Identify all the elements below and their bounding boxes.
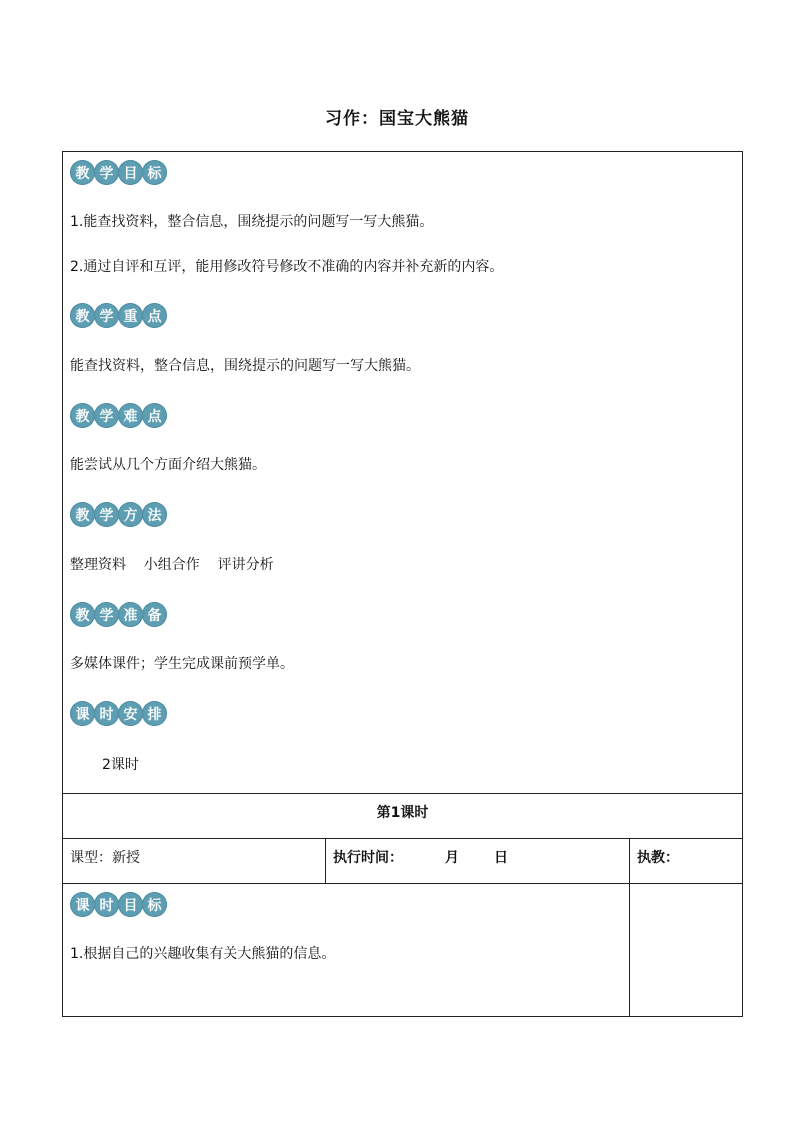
goal-item: 2.通过自评和互评，能用修改符号修改不准确的内容并补充新的内容。 bbox=[70, 259, 504, 275]
table-divider bbox=[62, 883, 743, 884]
table-divider bbox=[325, 838, 326, 883]
schedule-text: 2课时 bbox=[102, 757, 139, 773]
method-text: 整理资料 小组合作 评讲分析 bbox=[70, 557, 274, 573]
lesson-heading: 第1课时 bbox=[376, 805, 429, 821]
difficulty-text: 能尝试从几个方面介绍大熊猫。 bbox=[70, 457, 266, 473]
goal-item: 1.能查找资料，整合信息，围绕提示的问题写一写大熊猫。 bbox=[70, 214, 434, 230]
section-badge-schedule: 课 时 安 排 bbox=[70, 701, 166, 727]
section-badge-method: 教 学 方 法 bbox=[70, 502, 166, 528]
execution-time-label: 执行时间： bbox=[333, 850, 403, 866]
key-point-text: 能查找资料，整合信息，围绕提示的问题写一写大熊猫。 bbox=[70, 358, 420, 374]
day-label: 日 bbox=[494, 850, 508, 866]
lesson-goal-item: 1.根据自己的兴趣收集有关大熊猫的信息。 bbox=[70, 946, 336, 962]
section-badge-goals: 教 学 目 标 bbox=[70, 160, 166, 186]
section-badge-prep: 教 学 准 备 bbox=[70, 602, 166, 628]
table-divider bbox=[62, 838, 743, 839]
table-divider bbox=[629, 838, 630, 1017]
lesson-plan-table bbox=[62, 151, 743, 1017]
section-badge-key: 教 学 重 点 bbox=[70, 303, 166, 329]
table-divider bbox=[62, 793, 743, 794]
section-badge-difficulty: 教 学 难 点 bbox=[70, 403, 166, 429]
teacher-label: 执教： bbox=[637, 850, 679, 866]
page-title: 习作：国宝大熊猫 bbox=[325, 109, 469, 129]
section-badge-lesson-goals: 课 时 目 标 bbox=[70, 892, 166, 918]
lesson-type: 课型：新授 bbox=[70, 850, 140, 866]
prep-text: 多媒体课件；学生完成课前预学单。 bbox=[70, 656, 294, 672]
month-label: 月 bbox=[445, 850, 459, 866]
